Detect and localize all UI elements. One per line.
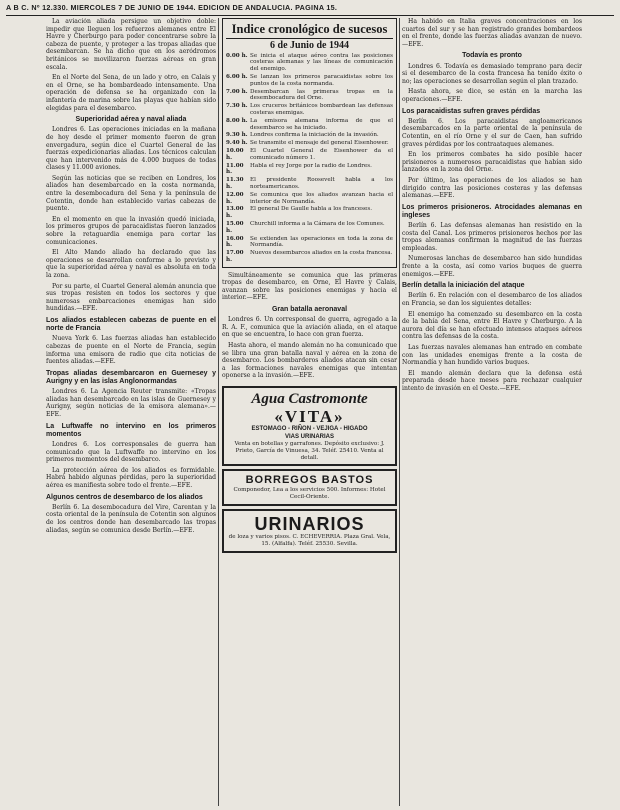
paragraph: Simultáneamente se comunica que las primeras tropas de desembarco, en Orne, El Havre y Calais, avanzan sobre las posiciones enemigas y hacia el interior.—EFE. — [222, 271, 397, 302]
index-event: El presidente Roosevelt habla a los norteamericanos. — [250, 177, 393, 190]
paragraph: Londres 6. La Agencia Reuter transmite: «Tropas aliadas han desembarcado en las islas de Guernesey y Aurigny, según noticias de la emisora alemana».—EFE. — [46, 388, 216, 418]
ad-text: de loza y varios pisos. C. ECHEVERRIA. Plaza Gral. Vela, 15. (Alfalfa). Teléf. 25530. Sevilla. — [228, 534, 391, 547]
index-title: Indice cronológico de sucesos — [226, 22, 393, 39]
ad-headline: Agua Castromonte — [251, 391, 368, 408]
paragraph: La protección aérea de los aliados es formidable. Habrá habido algunas pérdidas, pero la superioridad aérea es manifiesta sobre todo el frente.—EFE. — [46, 466, 216, 489]
index-row — [226, 163, 393, 177]
paragraph: Berlín 6. Los paracaidistas angloamericanos desembarcados en la parte oriental de la península de Cotentin, en el río Orne y el sur de Caen, han sufrido graves pérdidas por los contraataques alemanes. — [402, 117, 582, 148]
index-time: 9.30 h. — [226, 132, 248, 139]
paragraph: En el momento en que la invasión quedó iniciada, los primeros grupos de paracaidistas fueron lanzados sobre la retaguardia enemiga para cortar las comunicaciones. — [46, 215, 216, 246]
paragraph: En los primeros combates ha sido posible hacer prisioneros a numerosos paracaidistas que habían sido lanzados en la zona del Orne. — [402, 151, 582, 174]
paragraph: Berlín 6. La desembocadura del Vire, Carentan y la costa oriental de la península de Cotentin son algunos de los centros donde han desembarcado las tropas aliadas, según se comunica desde Berlín.—EFE. — [46, 503, 216, 534]
paragraph: Londres 6. Todavía es demasiado temprano para decir si el desembarco de la costa francesa ha tenido éxito o no; las operaciones se desarrollan según el plan trazado. — [402, 62, 582, 85]
paragraph: Según las noticias que se reciben en Londres, los aliados han desembarcado en la costa normanda, entre la desembocadura del Sena y la península de Cotentin, donde han establecido varias cabezas de puente. — [46, 174, 216, 213]
section-heading: Gran batalla aeronaval — [271, 306, 348, 314]
index-event: Se inicia el ataque aéreo contra las posiciones costeras alemanas y las líneas de comunicación del enemigo. — [250, 52, 393, 73]
section-heading: Superioridad aérea y naval aliada — [75, 116, 187, 124]
paragraph: Numerosas lanchas de desembarco han sido hundidas frente a la costa, así como varios buques de guerra enemigos.—EFE. — [402, 255, 582, 278]
section-heading: Los paracaidistas sufren graves pérdidas — [402, 107, 541, 115]
index-row — [226, 192, 393, 206]
section-heading: Algunos centros de desembarco de los aliados — [46, 493, 203, 501]
index-row — [226, 74, 393, 88]
index-time: 7.30 h. — [226, 103, 248, 110]
index-row — [226, 250, 393, 264]
index-event: Se lanzan los primeros paracaidistas sobre los puntos de la costa normanda. — [250, 73, 393, 87]
index-event: La emisora alemana informa de que el desembarco se ha iniciado. — [250, 117, 393, 131]
index-row — [226, 118, 393, 132]
index-list — [226, 53, 393, 264]
index-row — [226, 236, 393, 250]
index-time: 11.00 h. — [226, 162, 244, 176]
column-1 — [46, 18, 216, 806]
paragraph: Hasta ahora, se dice, se están en la marcha las operaciones.—EFE. — [402, 88, 582, 103]
paragraph: Hasta ahora, el mando alemán no ha comunicado que se libra una gran batalla naval y aérea en la zona de desembarco. Los bombarderos aliados atacan sin cesar a las formaciones navales enemigas que intentan oponerse a la invasión.—EFE. — [222, 342, 397, 380]
index-time: 12.00 h. — [226, 191, 244, 205]
section-heading: La Luftwaffe no intervino en los primeros momentos — [46, 422, 216, 438]
index-event: El general De Gaulle habla a los franceses. — [250, 206, 372, 213]
index-row — [226, 132, 393, 139]
index-time: 17.00 h. — [226, 250, 244, 263]
ad-subline: VIAS URINARIAS — [284, 433, 334, 440]
index-row — [226, 148, 393, 162]
index-event: Nuevos desembarcos aliados en la costa francesa. — [250, 250, 393, 257]
index-time: 7.00 h. — [226, 88, 248, 95]
index-time: 13.00 h. — [226, 206, 244, 220]
ad-text: Componedor, Lea a los servicios 500. Informes: Hotel Cecil-Oriente. — [233, 487, 386, 501]
paragraph: Ha habido en Italia graves concentraciones en los cuartos del sur y se han registrado grandes bombardeos en el frente, donde las fuerzas aliadas avanzan de nuevo.—EFE. — [402, 18, 582, 48]
ad-headline: URINARIOS — [254, 514, 365, 535]
chronological-index-box — [222, 18, 397, 268]
section-heading: Berlín detalla la iniciación del ataque — [402, 282, 525, 290]
index-row — [226, 89, 393, 103]
index-event: Se comunica que los aliados avanzan hacia el interior de Normandía. — [250, 191, 393, 205]
ad-line: ESTOMAGO - RIÑON - VEJIGA - HIGADO — [251, 426, 368, 433]
column-divider — [218, 18, 219, 806]
index-time: 6.00 h. — [226, 73, 248, 80]
index-event: Se transmite el mensaje del general Eisenhower. — [250, 140, 389, 147]
index-time: 0.00 h. — [226, 52, 248, 59]
index-event: Churchill informa a la Cámara de los Comunes. — [250, 220, 385, 227]
index-row — [226, 103, 393, 117]
index-event: Londres confirma la iniciación de la invasión. — [250, 132, 379, 139]
paragraph: Londres 6. Los corresponsales de guerra han comunicado que la Luftwaffe no intervino en los primeros momentos del desembarco. — [46, 440, 216, 464]
ad-headline: BORREGOS BASTOS — [245, 474, 374, 487]
index-event: Desembarcan las primeras tropas en la desembocadura del Orne. — [250, 88, 393, 102]
section-heading: Tropas aliadas desembarcaron en Guernesey y Aurigny y en las islas Anglonormandas — [46, 369, 216, 385]
paragraph: Las fuerzas navales alemanas han entrado en combate con las unidades enemigas frente a la costa de Normandía y han hundido varios buques. — [402, 344, 582, 367]
header-rule — [6, 15, 614, 16]
index-time: 15.00 h. — [226, 220, 244, 234]
index-row — [226, 221, 393, 235]
index-time: 10.00 h. — [226, 147, 244, 161]
index-time: 8.00 h. — [226, 117, 248, 124]
paragraph: El mando alemán declara que la defensa está preparada desde hace meses para rechazar cualquier intento de invasión en el Oeste.—EFE. — [402, 369, 582, 392]
ad-brand: «VITA» — [274, 407, 345, 427]
section-heading: Todavía es pronto — [462, 52, 522, 60]
index-event: Se extienden las operaciones en toda la zona de Normandía. — [250, 235, 393, 249]
ad-text: Venta en botellas y garrafones. Depósito exclusivo: J. Prieto, García de Vinuesa, 34. Teléf. 25410. Venta al detall. — [234, 441, 385, 461]
page-header: A B C. Nº 12.330. MIERCOLES 7 DE JUNIO DE 1944. EDICION DE ANDALUCIA. PAGINA 15. — [6, 3, 338, 12]
index-time: 16.00 h. — [226, 235, 244, 249]
advertisement-urinarios — [222, 509, 397, 553]
paragraph: Por su parte, el Cuartel General alemán anuncia que sus tropas resisten en todos los sectores y que numerosas embarcaciones enemigas han sido hundidas.—EFE. — [46, 282, 216, 313]
paragraph: Por último, las operaciones de los aliados se han dirigido contra las posiciones costeras y las defensas alemanas.—EFE. — [402, 176, 582, 200]
index-time: 9.40 h. — [226, 140, 248, 147]
paragraph: Berlín 6. En relación con el desembarco de los aliados en Francia, se dan los siguientes detalles: — [402, 292, 582, 308]
paragraph: En el Norte del Sena, de un lado y otro, en Calais y en el Orne, se ha bombardeado intensamente. Una operación de defensa se ha organizado con la infantería de marina sobre las playas que habían sido elegidas para el desembarco. — [46, 74, 216, 112]
index-row — [226, 177, 393, 191]
index-row — [226, 140, 393, 147]
advertisement-borregos — [222, 469, 397, 506]
index-date: 6 de Junio de 1944 — [270, 40, 349, 51]
paragraph: Londres 6. Un corresponsal de guerra, agregado a la R. A. F., comunica que la aviación aliada, en el ataque en que se encuentra, lo hace con gran fuerza. — [222, 316, 397, 339]
paragraph: Nueva York 6. Las fuerzas aliadas han establecido cabezas de puente en el Norte de Francia, según informa una emisora de radio que cita noticias de fuentes aliadas.—EFE. — [46, 335, 216, 366]
section-heading: Los primeros prisioneros. Atrocidades alemanas en ingleses — [402, 203, 582, 219]
column-3 — [402, 18, 582, 806]
index-event: Habla el rey Jorge por la radio de Londres. — [250, 162, 372, 169]
column-divider — [399, 18, 400, 806]
paragraph: Londres 6. Las operaciones iniciadas en la mañana de hoy desde el primer momento fueron de gran envergadura, según dice el Cuartel General de las fuerzas expedicionarias aliadas. Los técnicos calculan que han intervenido más de 4.000 buques de todas clases y 11.000 aviones. — [46, 126, 216, 172]
paragraph: Berlín 6. Las defensas alemanas han resistido en la costa del Canal. Los primeros prisioneros hechos por las tropas alemanas confirman la magnitud de las fuerzas empleadas. — [402, 222, 582, 252]
column-2 — [222, 18, 397, 806]
index-event: El Cuartel General de Eisenhower da el comunicado número 1. — [250, 147, 393, 161]
index-row — [226, 206, 393, 220]
paragraph: El Alto Mando aliado ha declarado que las operaciones se desarrollan conforme a lo previsto y que la superioridad aérea y naval es absoluta en toda la zona. — [46, 249, 216, 280]
section-heading: Los aliados establecen cabezas de puente en el norte de Francia — [46, 316, 216, 333]
index-time: 11.30 h. — [226, 177, 244, 190]
advertisement-vita — [222, 386, 397, 466]
paragraph: La aviación aliada persigue un objetivo doble: impedir que lleguen los refuerzos alemanes entre El Havre y Cherburgo para poder concentrarse sobre la cabeza de puente, y proteger a las tropas aliadas que desembarcan. Se ha dicho que en los aeródromos británicos se movilizaron fuerzas aéreas en gran escala. — [46, 18, 216, 71]
paragraph: El enemigo ha comenzado su desembarco en la costa de la bahía del Sena, entre El Havre y Cherburgo. A la aurora del día se han efectuado intensos ataques aéreos contra las defensas de la costa. — [402, 310, 582, 341]
index-event: Los cruceros británicos bombardean las defensas costeras enemigas. — [250, 103, 393, 116]
index-row — [226, 53, 393, 73]
